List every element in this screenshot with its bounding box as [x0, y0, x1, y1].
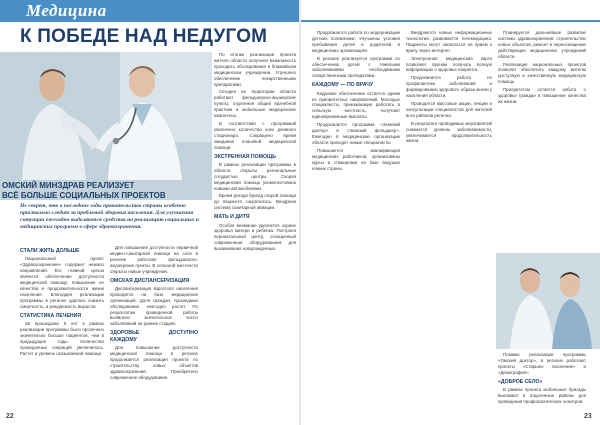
paragraph: В рамках проекта мобильные бригады выезжают в отдаленные районы для проведения профилактических осмотров. — [498, 387, 586, 404]
paragraph: Продолжается программа «Земский доктор» и «Земский фельдшер». Ежегодно в медицинские организации области приходят новые специалисты. — [312, 122, 400, 145]
paragraph: Кадровое обеспечение остается одним из приоритетных направлений. Молодые специалисты, приезжающие работать в сельскую местность, получают единовременные выплаты. — [312, 90, 400, 120]
paragraph: Проводятся массовые акции, лекции и консультации специалистов для жителей всех районов региона. — [406, 100, 492, 118]
paragraph: В результате проводимых мероприятий снижается уровень заболеваемости, увеличивается продолжительность жизни. — [406, 120, 492, 144]
subheading: «ДОБРОЕ СЕЛО» — [498, 378, 543, 385]
paragraph: Для повышения доступности первичной медико-санитарной помощи на селе в регионе работают фельдшерско-акушерские пункты. В сельской местности открыты новые учреждения. — [110, 245, 198, 274]
article-photo — [0, 52, 212, 200]
subheading: МАТЬ И ДИТЯ — [214, 214, 250, 221]
paragraph: За прошедшие 5 лет в рамках реализации программы было пролечено значительно больше пациентов, чем в предыдущие годы. Количество проведенных операций увеличилось. Растет и уровень оказываемой помощи. — [20, 320, 104, 356]
paragraph: Для повышения доступности медицинской помощи в регионе продолжается реализация проекта по строительству новых объектов здравоохранения. Приобретено современное оборудование. — [110, 345, 198, 380]
page-number-left: 22 — [6, 413, 14, 420]
secondary-photo — [496, 253, 600, 349]
photo-caption-line-1: ОМСКИЙ МИНЗДРАВ РЕАЛИЗУЕТ — [2, 181, 135, 190]
photo-caption-line-2: ВСЁ БОЛЬШЕ СОЦИАЛЬНЫХ ПРОЕКТОВ — [2, 191, 166, 200]
subheading: ЗДОРОВЬЕ ДОСТУПНО КАЖДОМУ — [110, 330, 198, 343]
page-number-right: 23 — [584, 413, 592, 420]
subheading: КАЖДОМУ — ПО ВРАЧУ — [312, 82, 374, 89]
article-headline: К ПОБЕДЕ НАД НЕДУГОМ — [20, 26, 268, 47]
text-column-3 — [214, 52, 296, 412]
page-gutter — [299, 0, 301, 425]
text-column-5 — [406, 30, 492, 412]
subheading: ЭКСТРЕННАЯ ПОМОЩЬ — [214, 153, 277, 160]
paragraph: Помимо реализации программы «Омский доктор», в регионе работают проекты «Старшее поколение» и «Демография». — [498, 352, 586, 375]
paragraph: В соответствии с программой увеличено количество коек дневного стационара. Сокращено время ожидания плановой медицинской помощи. — [214, 120, 296, 150]
section-band — [0, 0, 300, 22]
text-column-2 — [110, 245, 198, 413]
paragraph: В рамках реализации программы в области открыты региональные сосудистые центры. Скорая медицинская помощь укомплектована новыми автомобилями. — [214, 161, 296, 191]
medical-staff-illustration — [496, 253, 600, 349]
header-rule — [301, 20, 600, 22]
paragraph: Сегодня на территории области работают фельдшерско-акушерские пункты, отделения общей врачебной практики и мобильные медицинские комплексы. — [214, 89, 296, 119]
paragraph: Реализация национальных проектов позволит обеспечить каждому жителю доступную и качественную медицинскую помощь. — [498, 61, 586, 85]
paragraph: Диспансеризация взрослого населения проводится на базе медицинских организаций. Доля граждан, прошедших обследование, ежегодно растет. По результатам проведенной работы выявлено значительное число заболеваний на ранних стадиях. — [110, 285, 198, 327]
text-column-4 — [312, 30, 400, 412]
subheading: ОМСКАЯ ДИСПАНСЕРИЗАЦИЯ — [110, 277, 190, 284]
text-column-6 — [498, 30, 586, 250]
paragraph: Электронная медицинская карта позволяет врачам получать полную информацию о здоровье пациента. — [406, 55, 492, 73]
photo-caption — [2, 181, 210, 200]
paragraph: Приоритетом остается забота о здоровье граждан и повышение качества их жизни. — [498, 87, 586, 104]
paragraph: Продолжается работа по профилактике заболеваний и формированию здорового образа жизни у населения области. — [406, 75, 492, 99]
section-label: Медицина — [26, 1, 107, 20]
text-column-7 — [498, 352, 586, 414]
article-lead: Не секрет, что в последние годы правительство страны особенно пристально следит за проблемой здоровья населения. Для улучшения ситуации ежегодно выделяются средства на реализацию социальных и медицинских программ в сфере здравоохранения. — [20, 203, 199, 231]
subheading: СТАЛИ ЖИТЬ ДОЛЬШЕ — [20, 248, 80, 254]
paragraph: В регионе реализуется программа по обеспечению детей с тяжелыми заболеваниями необходимыми лекарственными препаратами. — [312, 55, 400, 79]
paragraph: Внедряются новые информационные технологии, развивается телемедицина. Пациенты могут записаться на прием к врачу через интернет. — [406, 30, 492, 53]
subheading: СТАТИСТИКА ЛЕЧЕНИЯ — [20, 312, 82, 319]
doctor-patient-illustration — [0, 52, 212, 200]
paragraph: Планируется дальнейшее развитие системы здравоохранения: строительство новых объектов, ремонт и переоснащение действующих медицинских учреждений области. — [498, 30, 586, 59]
paragraph: Особое внимание уделяется охране здоровья матери и ребенка. Построен перинатальный центр, оснащенный современным оборудованием для выхаживания новорожденных. — [214, 222, 296, 252]
text-column-1 — [20, 245, 104, 413]
paragraph: Национальный проект «Здравоохранение» содержит немало направлений. Его главной целью является обеспечение доступности медицинской помощи, повышение ее качества и продолжительности жизни населения. Благодаря реализации программы в регионе удалось снизить смертность, а рождаемость выросла. — [20, 256, 104, 309]
section-band-right — [301, 0, 600, 22]
paragraph: По итогам реализации проекта жители области получили возможность проходить обследования в ближайшем медицинском учреждении. Улучшено обеспечение лекарственными препаратами. — [214, 52, 296, 87]
paragraph: Продолжается работа по модернизации детских поликлиник. Улучшены условия пребывания детей и родителей в медицинских организациях. — [312, 30, 400, 53]
paragraph: Время доезда бригад скорой помощи до пациента сократилось. Внедрена система санитарной авиации. — [214, 193, 296, 211]
paragraph: Повышается квалификация медицинских работников, организованы курсы и стажировки на базе ведущих клиник страны. — [312, 147, 400, 171]
